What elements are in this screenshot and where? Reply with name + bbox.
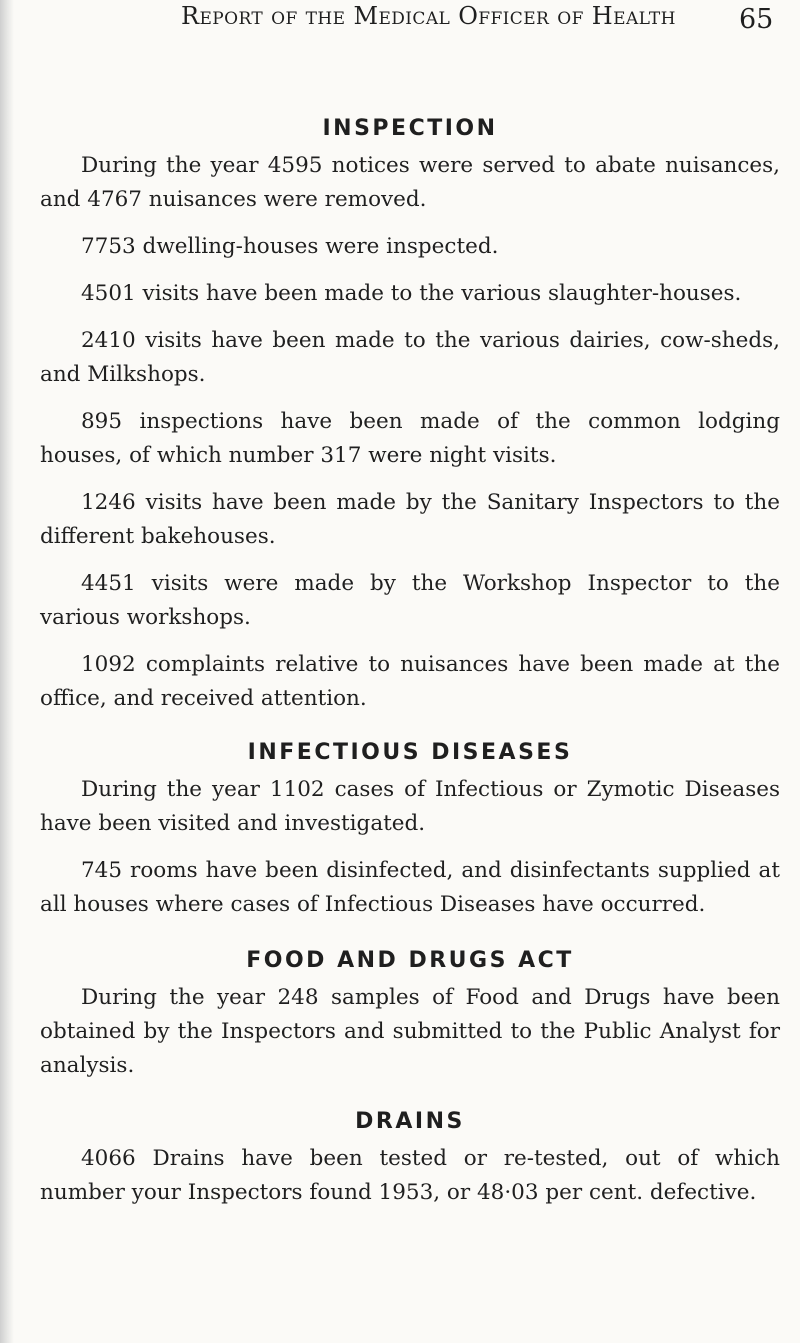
section-heading: FOOD AND DRUGS ACT	[246, 948, 574, 973]
paragraph: 4451 visits were made by the Workshop Inspector to the various workshops.	[40, 571, 780, 630]
section-heading: INFECTIOUS DISEASES	[247, 740, 573, 765]
paragraph: 895 inspections have been made of the common lodging houses, of which number 317 were night visits.	[40, 409, 780, 468]
paragraph: 7753 dwelling-houses were inspected.	[81, 234, 499, 259]
page-edge-shadow	[0, 0, 14, 1343]
paragraph: 745 rooms have been disinfected, and disinfectants supplied at all houses where cases of Infectious Diseases have occurred.	[40, 858, 780, 917]
paragraph: 4066 Drains have been tested or re-tested, out of which number your Inspectors found 1953, or 48·03 per cent. defective.	[40, 1146, 780, 1205]
paragraph: 2410 visits have been made to the various dairies, cow-sheds, and Milkshops.	[40, 328, 780, 387]
section-heading: DRAINS	[355, 1109, 465, 1134]
section-food-and-drugs-act	[40, 948, 780, 1083]
section-inspection	[40, 116, 780, 716]
paragraph: 4501 visits have been made to the various slaughter-houses.	[81, 281, 742, 306]
running-header-title: Report of the Medical Officer of Health	[181, 2, 676, 30]
section-drains	[40, 1109, 780, 1210]
paragraph: 1246 visits have been made by the Sanitary Inspectors to the different bakehouses.	[40, 490, 780, 549]
paragraph: 1092 complaints relative to nuisances have been made at the office, and received attention.	[40, 652, 780, 711]
paragraph: During the year 1102 cases of Infectious or Zymotic Diseases have been visited and investigated.	[40, 777, 780, 836]
page-number: 65	[739, 4, 774, 35]
section-heading: INSPECTION	[322, 116, 498, 141]
section-infectious-diseases	[40, 740, 780, 922]
page-body	[40, 116, 780, 1223]
paragraph: During the year 248 samples of Food and Drugs have been obtained by the Inspectors and submitted to the Public Analyst for analysis.	[40, 985, 780, 1078]
paragraph: During the year 4595 notices were served to abate nuisances, and 4767 nuisances were removed.	[40, 153, 780, 212]
